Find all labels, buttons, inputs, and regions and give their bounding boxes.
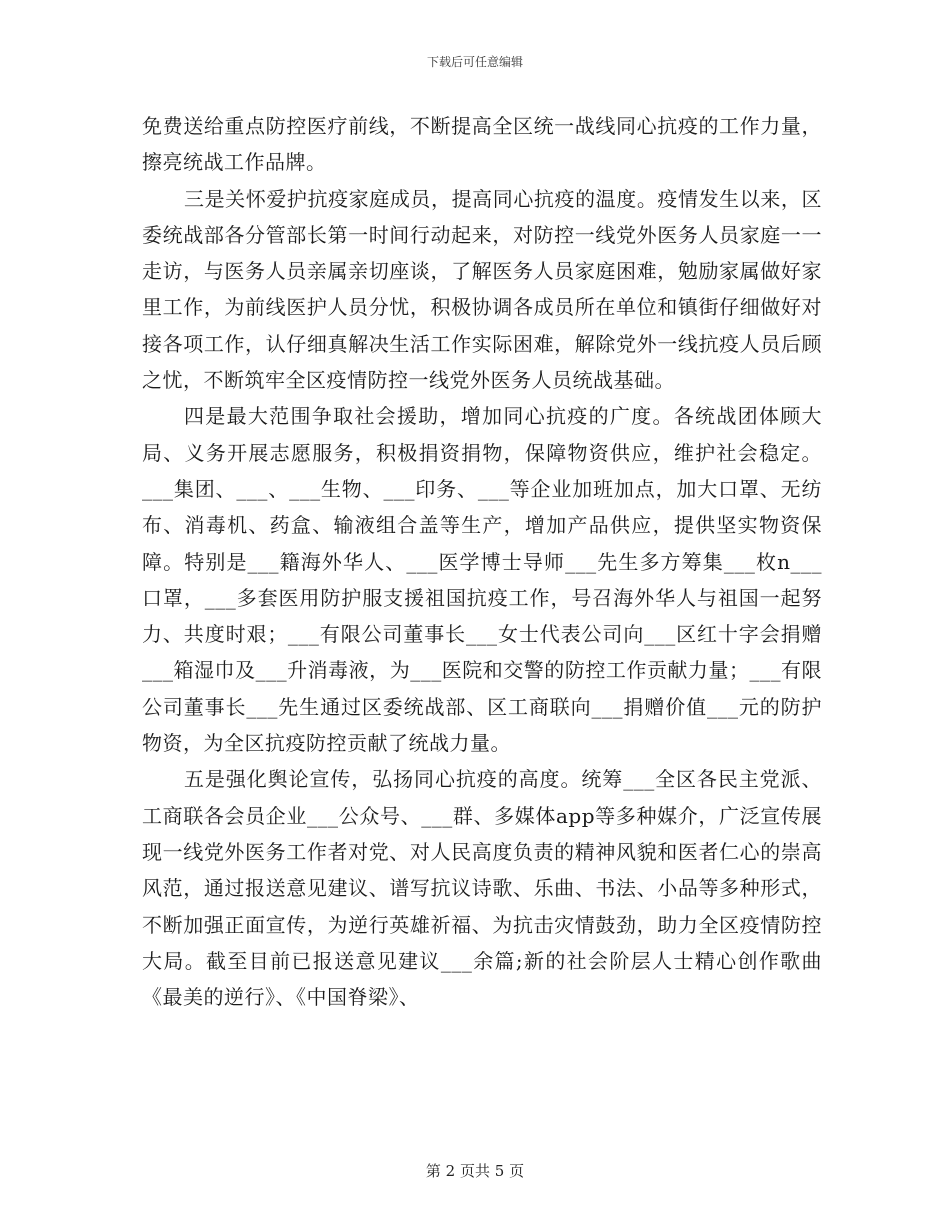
page-header-note: 下载后可任意编辑 [426, 55, 523, 69]
paragraph-publicity: 五是强化舆论宣传，弘扬同心抗疫的高度。统筹___全区各民主党派、工商联各会员企业___公众号、___群、多媒体app等多种媒介，广泛宣传展现一线党外医务工作者对党、对人民高度负责的精神风貌和医者仁心的崇高风范，通过报送意见建议、谱写抗议诗歌、乐曲、书法、小品等多种形式，不断加强正面宣传，为逆行英雄祈福、为抗击灾情鼓劲，助力全区疫情防控大局。截至目前已报送意见建议___余篇;新的社会阶层人士精心创作歌曲《最美的逆行》、《中国脊梁》、 [142, 767, 822, 1010]
paragraph-social-assistance: 四是最大范围争取社会援助，增加同心抗疫的广度。各统战团体顾大局、义务开展志愿服务，积极捐资捐物，保障物资供应，维护社会稳定。___集团、___、___生物、___印务、___等企业加班加点，加大口罩、无纺布、消毒机、药盒、输液组合盖等生产，增加产品供应，提供坚实物资保障。特别是___籍海外华人、___医学博士导师___先生多方筹集___枚n___口罩，___多套医用防护服支援祖国抗疫工作，号召海外华人与祖国一起努力、共度时艰；___有限公司董事长___女士代表公司向___区红十字会捐赠___箱湿巾及___升消毒液，为___医院和交警的防控工作贡献力量；___有限公司董事长___先生通过区委统战部、区工商联向___捐赠价值___元的防护物资，为全区抗疫防控贡献了统战力量。 [142, 404, 822, 756]
document-body [142, 108, 822, 1015]
paragraph-care-for-families: 三是关怀爱护抗疫家庭成员，提高同心抗疫的温度。疫情发生以来，区委统战部各分管部长第一时间行动起来，对防控一线党外医务人员家庭一一走访，与医务人员亲属亲切座谈，了解医务人员家庭困难，勉励家属做好家里工作，为前线医护人员分忧，积极协调各成员所在单位和镇街仔细做好对接各项工作，认仔细真解决生活工作实际困难，解除党外一线抗疫人员后顾之忧，不断筑牢全区疫情防控一线党外医务人员统战基础。 [142, 186, 822, 393]
page-number: 第 2 页共 5 页 [425, 1162, 525, 1180]
paragraph-continuation: 免费送给重点防控医疗前线，不断提高全区统一战线同心抗疫的工作力量，擦亮统战工作品牌。 [142, 114, 822, 175]
